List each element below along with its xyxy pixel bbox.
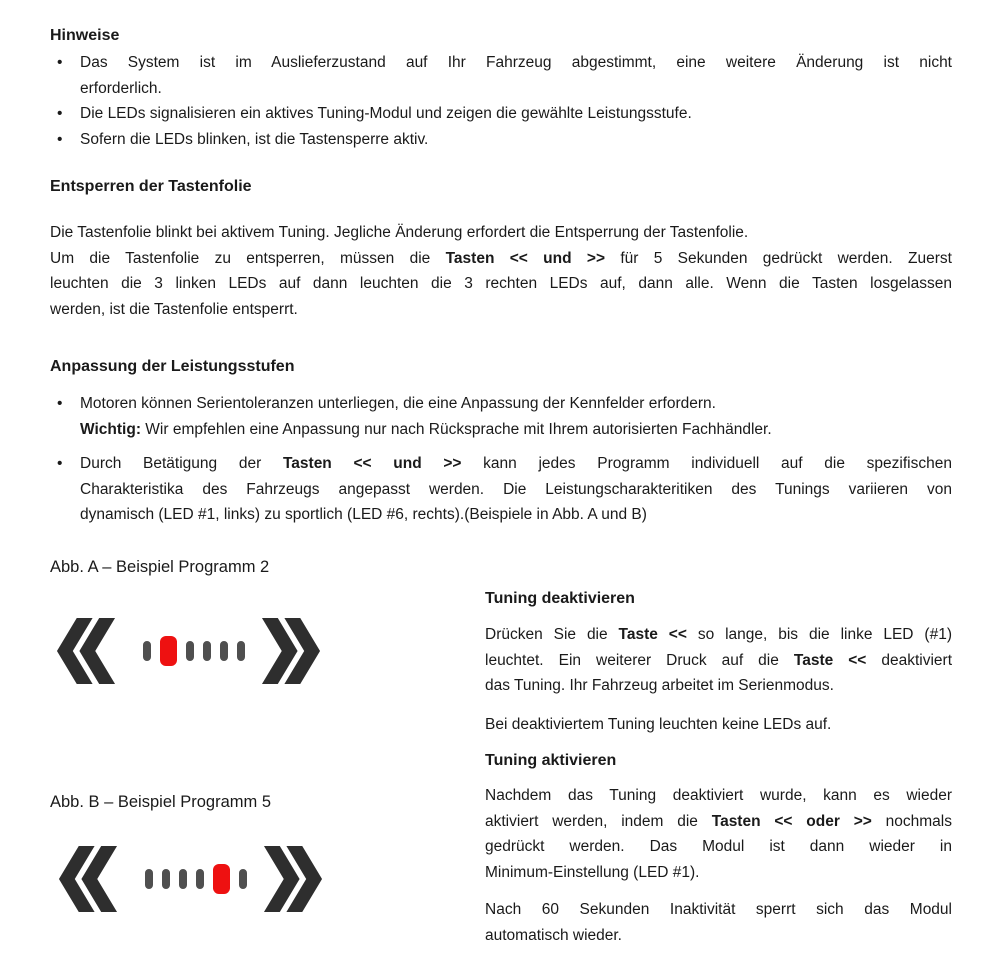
paragraph-deaktivieren-2 xyxy=(485,712,952,738)
double-chevron-left-icon xyxy=(57,846,119,912)
text-line: Drücken Sie die Taste << so lange, bis die linke LED (#1) xyxy=(485,626,952,643)
text-line: automatisch wieder. xyxy=(485,926,622,944)
text-line: Sofern die LEDs blinken, ist die Tastensperre aktiv. xyxy=(80,130,429,148)
text-line: Minimum-Einstellung (LED #1). xyxy=(485,863,700,881)
bullet-text xyxy=(80,451,952,528)
text-line: Die Tastenfolie blinkt bei aktivem Tuning. Jegliche Änderung erfordert die Entsperrung der Tastenfolie. xyxy=(50,224,749,241)
text-line: Das System ist im Auslieferzustand auf Ihr Fahrzeug abgestimmt, eine weitere Änderung ist nicht xyxy=(80,54,952,71)
bullet-marker: • xyxy=(57,130,63,148)
bullet-marker: • xyxy=(57,105,63,122)
led-strip xyxy=(143,636,245,666)
text-line: Durch Betätigung der Tasten << und >> kann jedes Programm individuell auf die spezifischen xyxy=(80,455,952,472)
double-chevron-right-icon xyxy=(260,618,322,684)
text-line: Nach 60 Sekunden Inaktivität sperrt sich das Modul xyxy=(485,901,952,918)
text-line: leuchten die 3 linken LEDs auf dann leuchten die 3 rechten LEDs auf, dann alle. Wenn die Tasten losgelassen xyxy=(50,275,952,292)
led-1 xyxy=(143,641,151,661)
figure-b-caption: Abb. B – Beispiel Programm 5 xyxy=(50,793,272,811)
bullet-text xyxy=(80,391,952,442)
double-chevron-right-icon xyxy=(262,846,324,912)
list-item xyxy=(50,101,952,127)
bullet-text xyxy=(80,101,952,127)
paragraph-deaktivieren-1 xyxy=(485,622,952,699)
text-line: dynamisch (LED #1, links) zu sportlich (LED #6, rechts).(Beispiele in Abb. A und B) xyxy=(80,506,647,523)
bullet-text xyxy=(80,50,952,101)
paragraph-aktivieren-1 xyxy=(485,783,952,885)
bullet-text xyxy=(80,127,952,153)
heading-tuning-deaktivieren: Tuning deaktivieren xyxy=(485,590,635,607)
led-3 xyxy=(179,869,187,889)
list-item xyxy=(50,50,952,101)
led-5 xyxy=(220,641,228,661)
heading-tuning-aktivieren: Tuning aktivieren xyxy=(485,752,617,769)
text-line: gedrückt werden. Das Modul ist dann wieder in xyxy=(485,838,952,855)
led-6 xyxy=(239,869,247,889)
led-6 xyxy=(237,641,245,661)
entsperren-paragraph xyxy=(50,220,952,322)
figure-a-led-display xyxy=(55,618,322,684)
led-strip xyxy=(145,864,247,894)
text-line: Nachdem das Tuning deaktiviert wurde, kann es wieder xyxy=(485,787,952,804)
paragraph-aktivieren-2 xyxy=(485,897,952,948)
led-2-active xyxy=(160,636,177,666)
bullet-marker: • xyxy=(57,54,63,71)
led-4 xyxy=(203,641,211,661)
led-1 xyxy=(145,869,153,889)
text-line: das Tuning. Ihr Fahrzeug arbeitet im Serienmodus. xyxy=(485,677,834,694)
anpassung-bullet-list xyxy=(50,391,952,528)
text-line: Die LEDs signalisieren ein aktives Tuning-Modul und zeigen die gewählte Leistungsstufe. xyxy=(80,105,692,122)
led-5-active xyxy=(213,864,230,894)
figure-a-caption: Abb. A – Beispiel Programm 2 xyxy=(50,558,270,576)
led-3 xyxy=(186,641,194,661)
right-column xyxy=(485,589,952,960)
section-title-hinweise: Hinweise xyxy=(50,27,120,44)
double-chevron-left-icon xyxy=(55,618,117,684)
hinweise-bullet-list xyxy=(50,50,952,152)
led-2 xyxy=(162,869,170,889)
list-item xyxy=(50,127,952,153)
text-line: aktiviert werden, indem die Tasten << oder >> nochmals xyxy=(485,812,952,830)
bullet-marker: • xyxy=(57,395,63,412)
text-line: Wichtig: Wir empfehlen eine Anpassung nur nach Rücksprache mit Ihrem autorisierten Fachhändler. xyxy=(80,420,772,438)
text-line: Um die Tastenfolie zu entsperren, müssen die Tasten << und >> für 5 Sekunden gedrückt werden. Zuerst xyxy=(50,249,952,267)
list-item xyxy=(50,391,952,442)
section-title-anpassung: Anpassung der Leistungsstufen xyxy=(50,358,295,375)
text-line: Motoren können Serientoleranzen unterliegen, die eine Anpassung der Kennfelder erfordern. xyxy=(80,395,716,412)
text-line: Bei deaktiviertem Tuning leuchten keine LEDs auf. xyxy=(485,715,832,733)
figure-b-led-display xyxy=(57,846,324,912)
section-title-entsperren: Entsperren der Tastenfolie xyxy=(50,178,252,195)
text-line: Charakteristika des Fahrzeugs angepasst werden. Die Leistungscharakteritiken des Tunings variieren von xyxy=(80,480,952,498)
bullet-marker: • xyxy=(57,455,63,472)
list-item xyxy=(50,451,952,528)
led-4 xyxy=(196,869,204,889)
text-line: werden, ist die Tastenfolie entsperrt. xyxy=(50,300,298,318)
text-line: leuchtet. Ein weiterer Druck auf die Taste << deaktiviert xyxy=(485,651,952,669)
text-line: erforderlich. xyxy=(80,79,162,97)
